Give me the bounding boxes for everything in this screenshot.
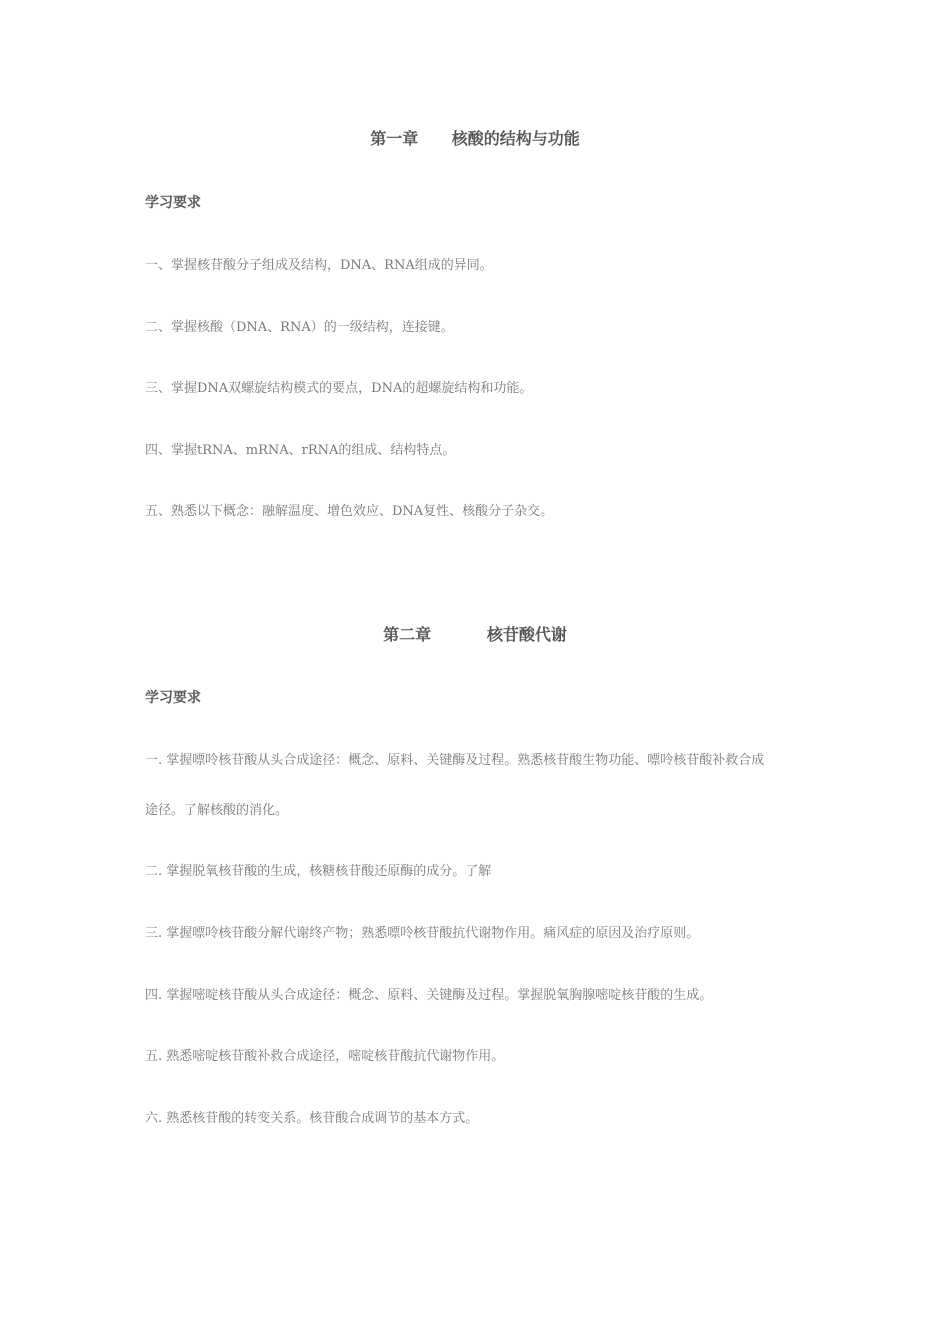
chapter-2-item: 四. 掌握嘧啶核苷酸从头合成途径：概念、原料、关键酶及过程。掌握脱氧胸腺嘧啶核苷酸的生成。	[145, 988, 713, 1003]
chapter-1-item: 一、掌握核苷酸分子组成及结构，DNA、RNA组成的异同。	[145, 258, 493, 273]
chapter-1-requirements-label: 学习要求	[145, 195, 201, 211]
chapter-2-item-continuation: 途径。了解核酸的消化。	[145, 803, 289, 818]
chapter-1-item: 三、掌握DNA双螺旋结构模式的要点，DNA的超螺旋结构和功能。	[145, 381, 533, 396]
chapter-2-item: 五. 熟悉嘧啶核苷酸补救合成途径，嘧啶核苷酸抗代谢物作用。	[145, 1049, 505, 1064]
chapter-2-item: 二. 掌握脱氧核苷酸的生成，核糖核苷酸还原酶的成分。了解	[145, 864, 492, 879]
chapter-1-item: 五、熟悉以下概念：融解温度、增色效应、DNA复性、核酸分子杂交。	[145, 504, 554, 519]
chapter-2-item: 一. 掌握嘌呤核苷酸从头合成途径：概念、原料、关键酶及过程。熟悉核苷酸生物功能、嘌呤核苷酸补救合成	[145, 753, 765, 768]
chapter-2-requirements-label: 学习要求	[145, 690, 201, 706]
chapter-2-item: 六. 熟悉核苷酸的转变关系。核苷酸合成调节的基本方式。	[145, 1111, 479, 1126]
chapter-2-item: 三. 掌握嘌呤核苷酸分解代谢终产物；熟悉嘌呤核苷酸抗代谢物作用。痛风症的原因及治疗原则。	[145, 926, 700, 941]
chapter-1-item: 二、掌握核酸（DNA、RNA）的一级结构，连接键。	[145, 320, 454, 335]
chapter-1-item: 四、掌握tRNA、mRNA、rRNA的组成、结构特点。	[145, 443, 456, 458]
chapter-2-title: 第二章 核苷酸代谢	[383, 625, 567, 644]
chapter-1-title: 第一章 核酸的结构与功能	[370, 129, 580, 148]
